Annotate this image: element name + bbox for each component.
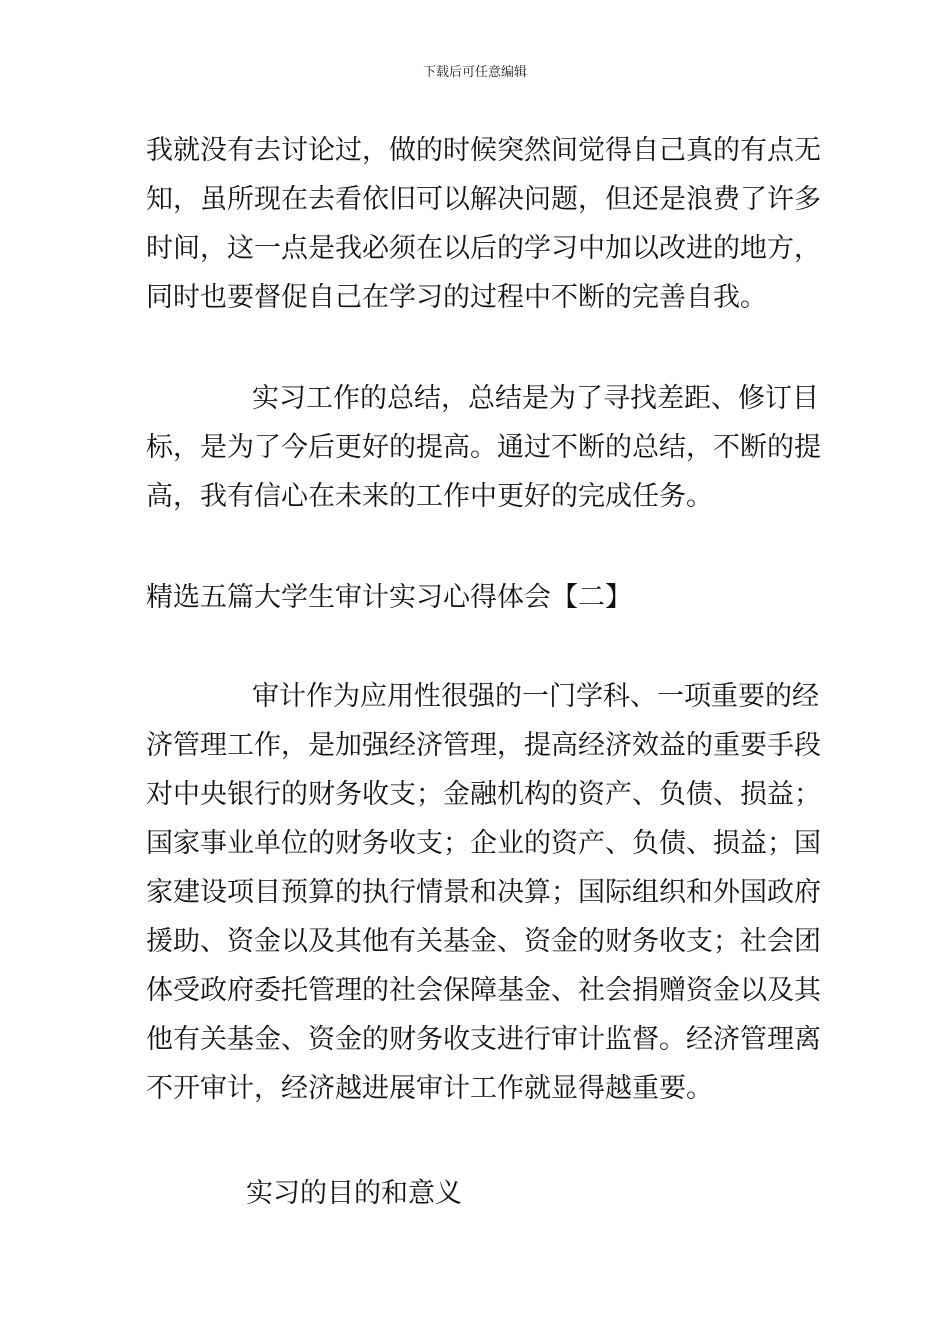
text-line: 高，我有信心在未来的工作中更好的完成任务。 bbox=[146, 481, 713, 512]
text-line: 不开审计，经济越进展审计工作就显得越重要。 bbox=[146, 1073, 713, 1104]
page-header: 下载后可任意编辑 bbox=[422, 65, 527, 80]
text-line: 家建设项目预算的执行情景和决算；国际组织和外国政府 bbox=[146, 877, 821, 908]
text-line: 审计作为应用性很强的一门学科、一项重要的经 bbox=[252, 681, 819, 712]
paragraph-summary bbox=[146, 374, 821, 521]
text-line: 知，虽所现在去看依旧可以解决问题，但还是浪费了许多 bbox=[146, 184, 821, 215]
text-line: 他有关基金、资金的财务收支进行审计监督。经济管理离 bbox=[146, 1024, 821, 1055]
paragraph-continuation bbox=[146, 126, 821, 322]
text-line: 对中央银行的财务收支；金融机构的资产、负债、损益； bbox=[146, 779, 821, 810]
heading-text: 实习的目的和意义 bbox=[246, 1178, 462, 1209]
text-line: 同时也要督促自己在学习的过程中不断的完善自我。 bbox=[146, 282, 767, 313]
text-line: 时间，这一点是我必须在以后的学习中加以改进的地方， bbox=[146, 233, 821, 264]
subsection-heading bbox=[146, 1169, 808, 1218]
text-line: 实习工作的总结，总结是为了寻找差距、修订目 bbox=[252, 383, 819, 414]
text-line: 我就没有去讨论过，做的时候突然间觉得自己真的有点无 bbox=[146, 135, 821, 166]
paragraph-audit bbox=[146, 672, 821, 1113]
text-line: 济管理工作，是加强经济管理，提高经济效益的重要手段 bbox=[146, 730, 821, 761]
text-line: 国家事业单位的财务收支；企业的资产、负债、损益；国 bbox=[146, 828, 821, 859]
text-line: 体受政府委托管理的社会保障基金、社会捐赠资金以及其 bbox=[146, 975, 821, 1006]
text-line: 援助、资金以及其他有关基金、资金的财务收支；社会团 bbox=[146, 926, 821, 957]
heading-text: 精选五篇大学生审计实习心得体会【二】 bbox=[146, 582, 632, 613]
section-heading bbox=[146, 573, 808, 622]
text-line: 标，是为了今后更好的提高。通过不断的总结，不断的提 bbox=[146, 432, 821, 463]
